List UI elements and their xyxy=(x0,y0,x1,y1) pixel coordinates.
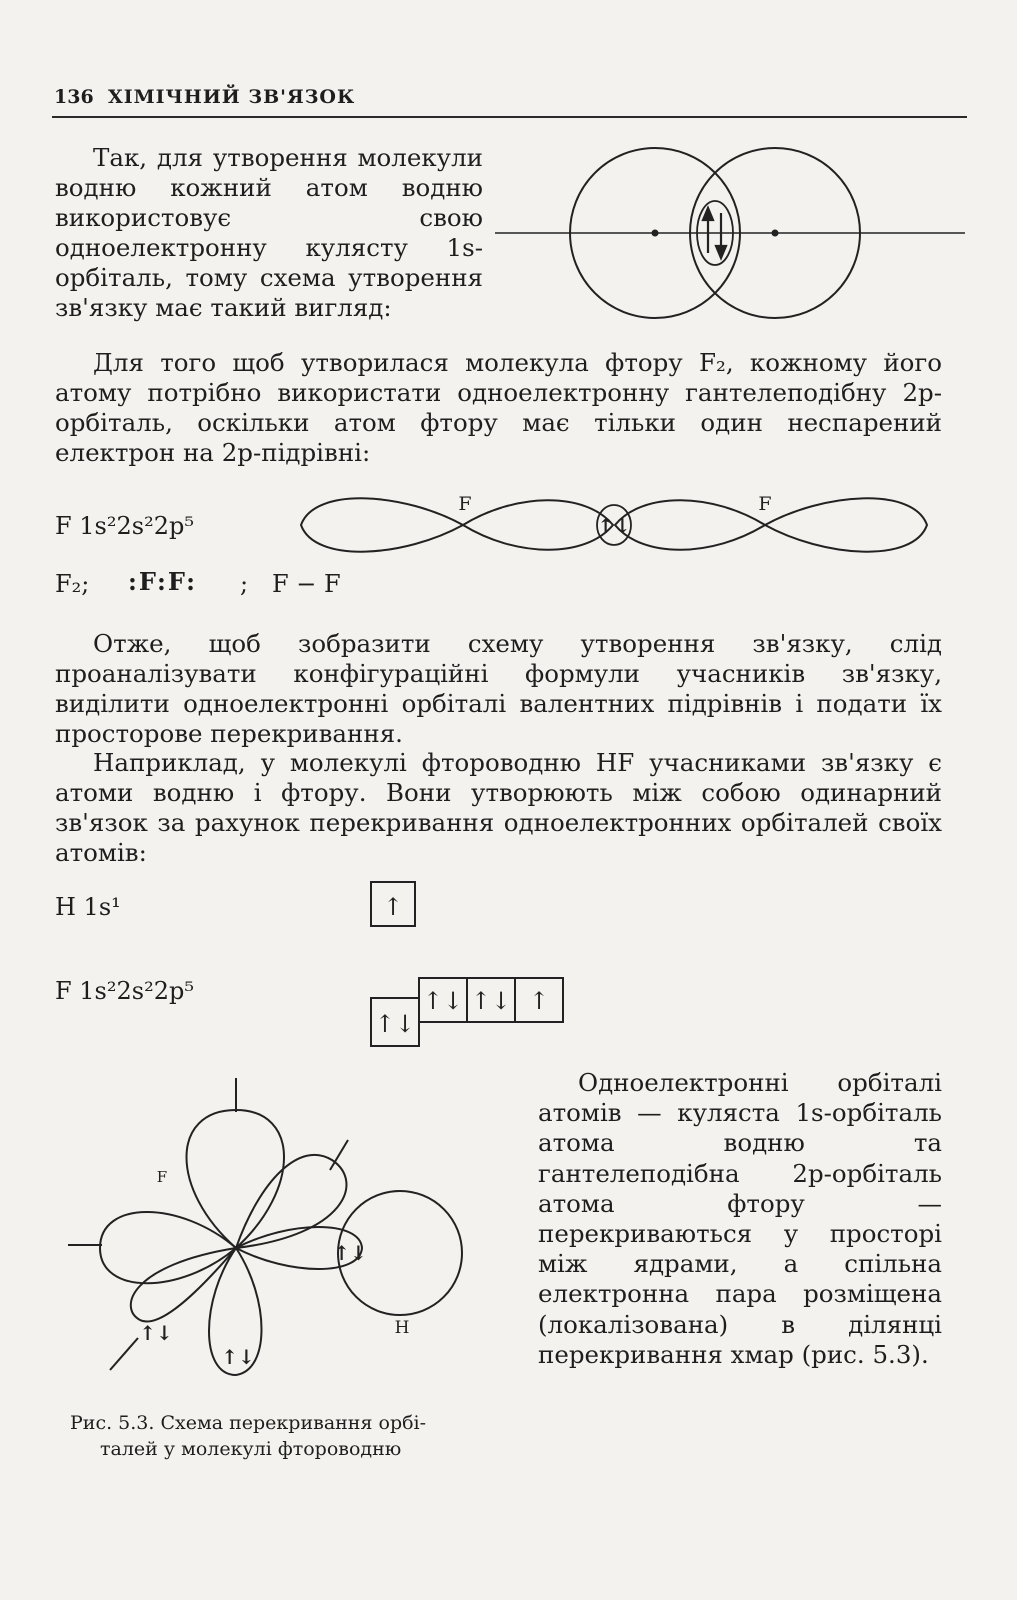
paragraph-h2: Так, для утворення молекули водню кожний атом водню використовує свою одноелектронну кулясту 1s-орбіталь, тому схема утворення зв'язку має такий вигляд: xyxy=(55,143,483,322)
f2-overlap-diagram xyxy=(295,488,935,558)
f-lobe-left xyxy=(100,1212,236,1283)
hf-h-label: H xyxy=(394,1318,410,1338)
f-2p-electrons-2: ↑↓ xyxy=(470,987,512,1015)
f2-structural-formula: F − F xyxy=(272,570,341,598)
figure-caption-line-1: Рис. 5.3. Схема перекривання орбі- xyxy=(70,1412,427,1434)
running-head: ХІМІЧНИЙ ЗВ'ЯЗОК xyxy=(108,86,356,108)
hf-overlap-diagram xyxy=(60,1070,480,1400)
f2-label: F₂; xyxy=(55,570,90,598)
hf-f-label: F xyxy=(156,1168,168,1186)
f-left-atom-label: F xyxy=(458,493,472,515)
f2-separator: ; xyxy=(240,570,249,598)
paragraph-f2: Для того щоб утворилася молекула фтору F₂, кожному його атому потрібно використати одноелектронну гантелеподібну 2p-орбіталь, оскільки атом фтору має тільки один неспарений електрон на 2p-підрівні: xyxy=(55,348,942,467)
h-1s-electron: ↑ xyxy=(382,893,404,921)
f-left-lobe-inner xyxy=(463,500,613,550)
f2-electron-pair: ↑↓ xyxy=(597,514,631,538)
header-rule xyxy=(52,116,967,118)
f-electron-config: F 1s²2s²2p⁵ xyxy=(55,512,194,540)
figure-caption-line-2: талей у молекулі фтороводню xyxy=(100,1438,402,1460)
f-2p-electrons-1: ↑↓ xyxy=(422,987,464,1015)
f-2s-electrons: ↑↓ xyxy=(374,1010,416,1038)
f-lobe-up xyxy=(187,1110,285,1248)
h-nucleus-right xyxy=(772,230,779,237)
f-right-atom-label: F xyxy=(758,493,772,515)
page-number: 136 xyxy=(54,86,94,108)
f-right-lobe-inner xyxy=(615,500,765,550)
h2-overlap-diagram xyxy=(490,140,970,340)
axis-stub-bottom-left xyxy=(110,1338,138,1370)
f-lone-pair-2: ↑↓ xyxy=(221,1345,255,1369)
f-electron-config-2: F 1s²2s²2p⁵ xyxy=(55,977,194,1005)
h-nucleus-left xyxy=(652,230,659,237)
paragraph-hf-explanation: Одноелектронні орбіталі атомів — куляста 1s-орбіталь атома водню та гантелеподібна 2p-орбіталь атома фтору — перекриваються у просторі між ядрами, а спільна електронна пара розміщена (локалізована) в ділянці перекривання хмар (рис. 5.3). xyxy=(538,1068,942,1369)
paragraph-conclusion: Отже, щоб зобразити схему утворення зв'язку, слід проаналізувати конфігураційні формули учасників зв'язку, виділити одноелектронні орбіталі валентних підрівнів і подати їх просторове перекривання. xyxy=(55,629,942,748)
orbital-boxes xyxy=(365,880,575,1050)
f2-lewis-structure: :F:F: xyxy=(128,567,197,596)
hf-bond-pair: ↑↓ xyxy=(333,1241,367,1265)
f-lone-pair-1: ↑↓ xyxy=(139,1321,173,1345)
f-right-lobe-outer xyxy=(765,498,927,551)
h-electron-config: H 1s¹ xyxy=(55,893,121,921)
f-left-lobe-outer xyxy=(301,498,463,551)
f-2p-electron-3: ↑ xyxy=(528,987,550,1015)
paragraph-hf: Наприклад, у молекулі фтороводню HF учасниками зв'язку є атоми водню і фтору. Вони утворюють між собою одинарний зв'язок за рахунок перекривання одноелектронних орбіталей своїх атомів: xyxy=(55,748,942,867)
